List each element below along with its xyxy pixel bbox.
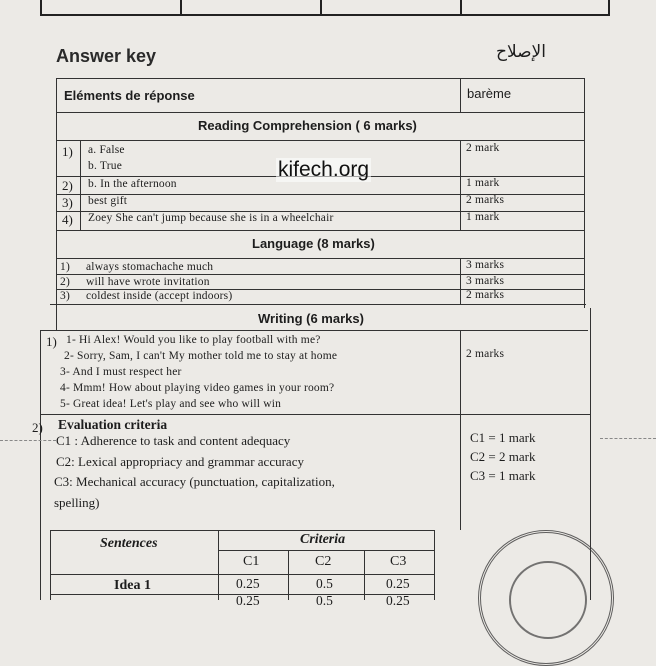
reading-row-1-line-a: a. False <box>88 144 125 156</box>
language-row-1-num: 1) <box>60 261 70 273</box>
criteria-c1: C1 : Adherence to task and content adequacy <box>56 433 291 448</box>
mark-c3: C3 = 1 mark <box>470 468 536 483</box>
language-row-3-text: coldest inside (accept indoors) <box>86 290 233 302</box>
criteria-row-2-c2: 0.5 <box>316 593 333 608</box>
writing-1-num: 1) <box>46 334 57 349</box>
reading-row-3-text: best gift <box>88 195 128 207</box>
criteria-sub-c3: C3 <box>390 554 407 569</box>
reading-row-3-mark: 2 marks <box>466 194 505 206</box>
criteria-sub-c2: C2 <box>315 554 332 569</box>
section-writing: Writing (6 marks) <box>258 311 364 326</box>
reading-row-2-num: 2) <box>62 178 73 193</box>
evaluation-criteria-heading: Evaluation criteria <box>58 417 168 432</box>
criteria-c2: C2: Lexical appropriacy and grammar accuracy <box>56 454 304 469</box>
writing-1-line-4: 4- Mmm! How about playing video games in your room? <box>60 382 335 394</box>
criteria-row-1-c3: 0.25 <box>386 576 410 591</box>
language-row-1-mark: 3 marks <box>466 259 505 271</box>
language-row-2-text: will have wrote invitation <box>86 276 210 288</box>
language-row-1-text: always stomachache much <box>86 261 214 273</box>
reading-row-3-num: 3) <box>62 195 73 210</box>
criteria-sub-c1: C1 <box>243 554 260 569</box>
reading-row-2-text: b. In the afternoon <box>88 178 177 190</box>
mark-c1: C1 = 1 mark <box>470 430 536 445</box>
criteria-col-criteria: Criteria <box>300 532 346 547</box>
reading-row-4-num: 4) <box>62 212 73 227</box>
col-header-bareme: barème <box>467 86 512 101</box>
writing-1-mark: 2 marks <box>466 348 505 360</box>
arabic-title: الإصلاح <box>496 42 546 62</box>
reading-row-1-num: 1) <box>62 144 73 159</box>
mark-c2: C2 = 2 mark <box>470 449 536 464</box>
language-row-2-num: 2) <box>60 276 70 288</box>
section-language: Language (8 marks) <box>252 236 375 251</box>
writing-1-line-1: 1- Hi Alex! Would you like to play football with me? <box>66 334 321 346</box>
reading-row-4-mark: 1 mark <box>466 211 500 223</box>
criteria-row-1-label: Idea 1 <box>114 578 151 593</box>
reading-row-1-mark: 2 mark <box>466 142 500 154</box>
reading-row-4-text: Zoey She can't jump because she is in a wheelchair <box>88 212 334 224</box>
writing-1-line-3: 3- And I must respect her <box>60 366 182 378</box>
language-row-2-mark: 3 marks <box>466 275 505 287</box>
criteria-row-2-c1: 0.25 <box>236 593 260 608</box>
criteria-c3-cont: spelling) <box>54 495 100 510</box>
writing-2-num: 2) <box>32 420 43 435</box>
criteria-col-sentences: Sentences <box>100 536 158 551</box>
criteria-c3: C3: Mechanical accuracy (punctuation, capitalization, <box>54 474 335 489</box>
writing-1-line-5: 5- Great idea! Let's play and see who will win <box>60 398 282 410</box>
section-reading: Reading Comprehension ( 6 marks) <box>198 118 417 133</box>
page-title: Answer key <box>56 46 157 66</box>
col-header-elements: Eléments de réponse <box>64 88 195 103</box>
reading-row-1-line-b: b. True <box>88 160 122 172</box>
criteria-table <box>50 530 434 608</box>
writing-1-line-2: 2- Sorry, Sam, I can't My mother told me to stay at home <box>64 350 338 362</box>
criteria-row-1-c2: 0.5 <box>316 576 333 591</box>
reading-row-2-mark: 1 mark <box>466 177 500 189</box>
previous-table-edge <box>40 0 610 16</box>
language-row-3-mark: 2 marks <box>466 289 505 301</box>
language-row-3-num: 3) <box>60 290 70 302</box>
watermark: kifech.org <box>278 158 370 181</box>
criteria-row-1-c1: 0.25 <box>236 576 260 591</box>
criteria-row-2-c3: 0.25 <box>386 593 410 608</box>
official-stamp <box>478 530 614 666</box>
